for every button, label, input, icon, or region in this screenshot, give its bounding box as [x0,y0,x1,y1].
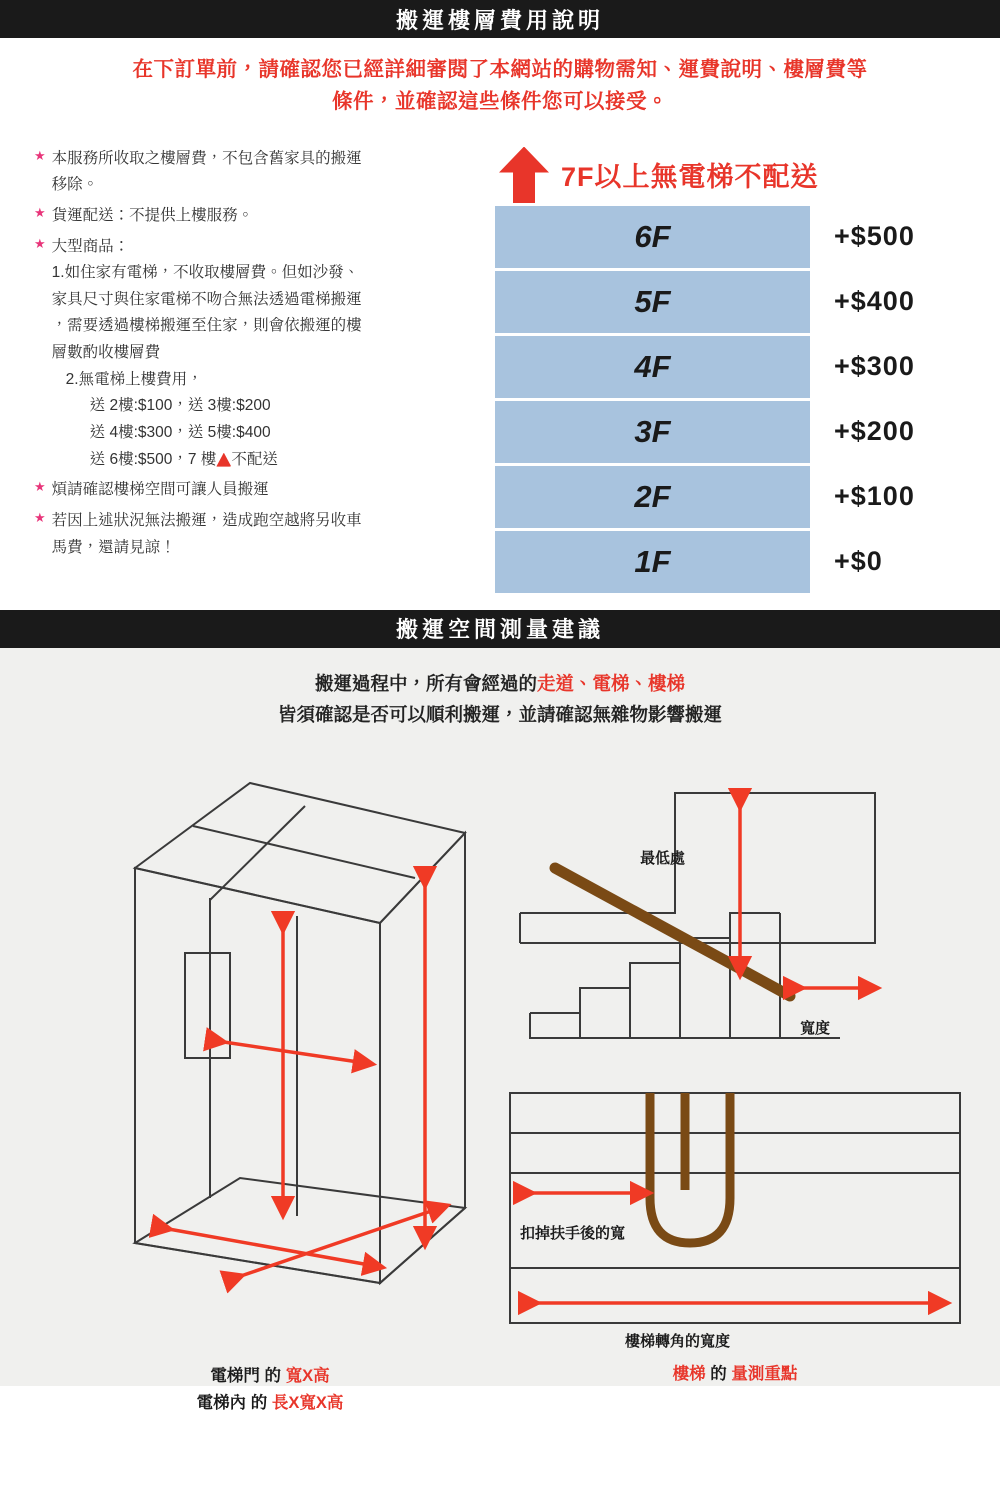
elevator-inner-dims: 長X寬X高 [271,1393,344,1412]
star-icon: ★ [34,510,46,526]
note-2-text: 貨運配送：不提供上樓服務。 [51,206,254,224]
diagrams-area [0,738,1000,1412]
intro-line-1: 在下訂單前，請確認您已經詳細審閱了本網站的購物需知、運費說明、樓層費等 [132,58,868,81]
floor-price: +$500 [834,221,915,252]
floor-row [495,466,1000,528]
elevator-diagram [35,738,505,1412]
warning-triangle-icon [216,453,231,467]
note-item-5 [34,508,485,561]
note-item-2 [34,203,485,230]
page-title-measure [0,610,1000,648]
elevator-door-label: 電梯門 [210,1367,260,1386]
floor-price: +$0 [834,546,883,577]
note-item-1 [34,146,485,199]
floor-row [495,401,1000,463]
label-handrail-width: 扣掉扶手後的寬 [520,1225,626,1243]
note-item-3 [34,234,485,474]
floor-row [495,271,1000,333]
stairs-svg [500,738,970,1378]
elevator-svg [35,738,505,1378]
floor-row [495,336,1000,398]
floor-fee-chart [495,138,1000,596]
page-title-floor-fee-text: 搬運樓層費用說明 [395,7,604,33]
no-delivery-label: 7F以上無電梯不配送 [561,162,819,193]
page-title-floor-fee [0,0,1000,38]
fee-row-6-7-suffix: 不配送 [231,450,278,468]
elevator-inner-label: 電梯內 [196,1393,247,1412]
elevator-caption-de-2: 的 [250,1393,268,1412]
page-title-measure-text: 搬運空間測量建議 [395,617,604,643]
stairs-label: 樓梯 [672,1365,706,1384]
note-5-line-1: 若因上述狀況無法搬運，造成跑空越將另收車 [51,512,362,530]
measure-note-line-1-plain: 搬運過程中，所有會經過的 [314,672,537,694]
no-delivery-row [495,144,1000,206]
measure-note-line-2: 皆須確認是否可以順利搬運，並請確認無雜物影響搬運 [277,703,722,725]
note-3-1-line-4: 層數酌收樓層費 [51,344,161,362]
note-item-4 [34,477,485,504]
fee-row-2-3: 送 2樓:$100，送 3樓:$200 [89,397,271,415]
floor-price: +$200 [834,416,915,447]
measure-section [0,648,1000,1412]
star-icon: ★ [34,204,46,220]
note-4-text: 煩請確認樓梯空間可讓人員搬運 [51,481,269,499]
measure-note-line-1-highlight: 走道、電梯、樓梯 [537,672,686,694]
fee-row-4-5: 送 4樓:$300，送 5樓:$400 [89,424,271,442]
floor-price: +$100 [834,481,915,512]
floor-price: +$400 [834,286,915,317]
elevator-caption-de-1: 的 [264,1367,281,1386]
floor-label: 2F [495,466,810,528]
measure-note [0,668,1000,731]
note-3-1-line-3: ，需要透過樓梯搬運至住家，則會依搬運的樓 [51,317,362,335]
intro-line-2: 條件，並確認這些條件您可以接受。 [332,89,668,113]
fee-row-6-7-prefix: 送 6樓:$500，7 樓 [89,450,217,468]
note-1-line-1: 本服務所收取之樓層費，不包含舊家具的搬運 [51,149,362,167]
intro-paragraph [0,38,1000,128]
star-icon: ★ [34,235,46,251]
note-3-2-title: 2.無電梯上樓費用， [65,370,203,388]
floor-label: 6F [495,206,810,268]
note-3-1-line-1: 1.如住家有電梯，不收取樓層費。但如沙發、 [51,264,360,282]
note-3-title: 大型商品： [51,237,130,255]
stairs-key-points: 量測重點 [731,1365,798,1384]
note-1-line-2: 移除。 [51,176,99,194]
elevator-door-dims: 寬X高 [285,1367,330,1386]
stairs-caption-de: 的 [710,1365,727,1384]
star-icon: ★ [34,147,46,163]
fee-row-6-7 [52,447,485,474]
label-lowest-point: 最低處 [640,850,686,868]
upper-section [0,128,1000,610]
floor-label: 3F [495,401,810,463]
floor-label: 1F [495,531,810,593]
floor-label: 4F [495,336,810,398]
floor-row [495,531,1000,593]
stairs-diagram [500,738,970,1384]
note-5-line-2: 馬費，還請見諒！ [51,538,176,556]
floor-label: 5F [495,271,810,333]
notes-list [0,138,495,596]
label-corner-width: 樓梯轉角的寬度 [625,1333,731,1351]
star-icon: ★ [34,479,46,495]
label-width: 寬度 [800,1020,831,1038]
floor-price: +$300 [834,351,915,382]
up-arrow-icon [499,147,551,203]
measure-note-line-1 [0,668,1000,699]
note-3-1-line-2: 家具尺寸與住家電梯不吻合無法透過電梯搬運 [51,290,362,308]
elevator-caption-line-2 [35,1390,505,1416]
floor-row [495,206,1000,268]
